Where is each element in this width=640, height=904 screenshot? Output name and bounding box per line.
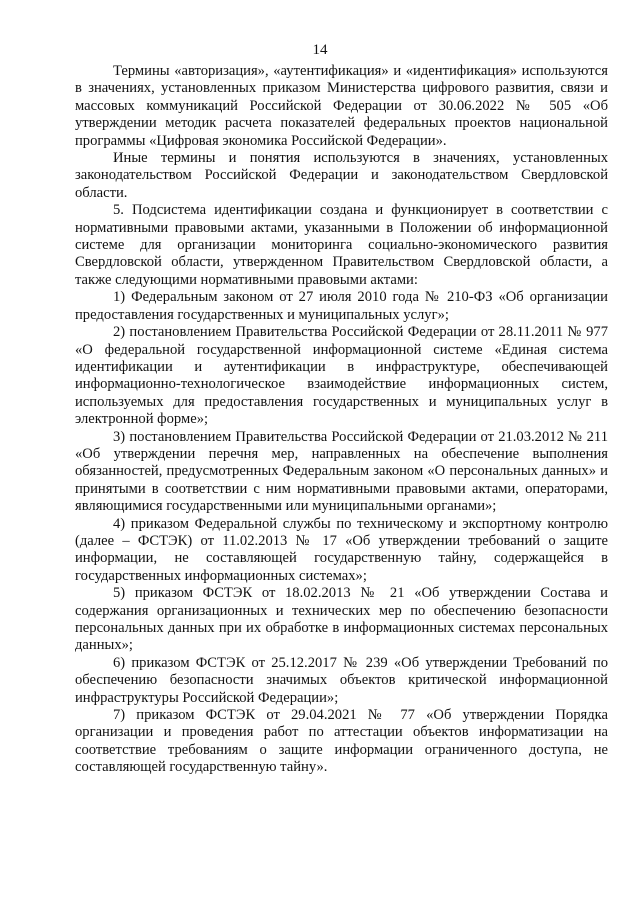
list-item-7: 7) приказом ФСТЭК от 29.04.2021 № 77 «Об утверждении Порядка организации и проведения работ по аттестации объектов информатизации на соответствие требованиям о защите информации ограниченного доступа, не составляющей государственную тайну». <box>75 707 608 776</box>
list-item-4: 4) приказом Федеральной службы по техническому и экспортному контролю (далее – ФСТЭК) от 11.02.2013 № 17 «Об утверждении требований о защите информации, не составляющей государственную тайну, содержащейся в государственных информационных системах»; <box>75 515 608 584</box>
paragraph-item-5: 5. Подсистема идентификации создана и функционирует в соответствии с нормативными правовыми актами, указанными в Положении об информационной системе для организации мониторинга социально-экономического развития Свердловской области, утвержденном Правительством Свердловской области, а также следующими нормативными правовыми актами: <box>75 202 608 288</box>
list-item-5: 5) приказом ФСТЭК от 18.02.2013 № 21 «Об утверждении Состава и содержания организационных и технических мер по обеспечению безопасности персональных данных при их обработке в информационных системах персональных данных»; <box>75 585 608 654</box>
list-item-3: 3) постановлением Правительства Российской Федерации от 21.03.2012 № 211 «Об утверждении перечня мер, направленных на обеспечение выполнения обязанностей, предусмотренных Федеральным законом «О персональных данных» и принятыми в соответствии с ним нормативными правовыми актами, операторами, являющимися государственными или муниципальными органами»; <box>75 428 608 515</box>
list-item-1: 1) Федеральным законом от 27 июля 2010 года № 210-ФЗ «Об организации предоставления государственных и муниципальных услуг»; <box>75 289 608 323</box>
paragraph-terms: Термины «авторизация», «аутентификация» и «идентификация» используются в значениях, установленных приказом Министерства цифрового развития, связи и массовых коммуникаций Российской Федерации от 30.06.2022 № 505 «Об утверждении методик расчета показателей федеральных проектов национальной программы «Цифровая экономика Российской Федерации». <box>75 63 608 149</box>
paragraph-other-terms: Иные термины и понятия используются в значениях, установленных законодательством Российской Федерации и законодательством Свердловской области. <box>75 150 608 201</box>
list-item-2: 2) постановлением Правительства Российской Федерации от 28.11.2011 № 977 «О федеральной государственной информационной системе «Единая система идентификации и аутентификации в инфраструктуре, обеспечивающей информационно-технологическое взаимодействие информационных систем, используемых для предоставления государственных и муниципальных услуг в электронной форме»; <box>75 324 608 428</box>
page-number: 14 <box>312 42 328 58</box>
document-body <box>75 63 608 777</box>
list-item-6: 6) приказом ФСТЭК от 25.12.2017 № 239 «Об утверждении Требований по обеспечению безопасности значимых объектов критической информационной инфраструктуры Российской Федерации»; <box>75 654 608 706</box>
